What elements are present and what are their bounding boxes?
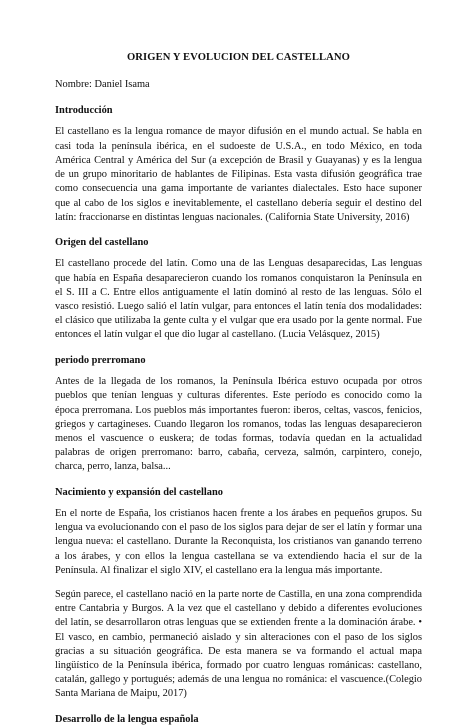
section-origen [55,237,422,343]
section-desarrollo [55,714,422,726]
paragraph: En el norte de España, los cristianos hacen frente a los árabes en pequeños grupos. Su lengua va evolucionando con el paso de los siglos para dejar de ser el latín y formar una lengua nueva: el castellano. Durante la Reconquista, los cristianos van ganando terreno a los árabes, y con ellos la lengua castellana se va extendiendo hacia el sur de la Península. Al finalizar el siglo XIV, el castellano era la lengua más importante. [55,508,422,576]
section-heading: Introducción [55,105,113,116]
paragraph: Según parece, el castellano nació en la parte norte de Castilla, en una zona comprendida entre Cantabria y Burgos. A la vez que el castellano y debido a diferentes evoluciones del latín, se desarrollaron otras lenguas que se extienden frente a la dominación árabe. • El vasco, en cambio, permaneció aislado y sin alteraciones con el paso de los siglos gracias a su situación geográfica. De esta manera se va formando el actual mapa lingüístico de la Península ibérica, formado por cuatro lenguas románicas: castellano, catalán, gallego y portugués; además de una lengua no románica: el vascuence.(Colegio Santa Mariana de Maipu, 2017) [55,589,422,700]
section-introduccion [55,105,422,225]
section-prerromano [55,355,422,475]
section-heading: Nacimiento y expansión del castellano [55,486,223,498]
section-heading: Origen del castellano [55,236,149,248]
page-title: ORIGEN Y EVOLUCION DEL CASTELLANO [126,52,351,63]
section-heading: periodo prerromano [55,354,146,366]
paragraph: Antes de la llegada de los romanos, la Península Ibérica estuvo ocupada por otros pueblos que tenían lenguas y culturas diferentes. Este período es conocido como la época prerromana. Los pueblos más importantes fueron: iberos, celtas, vascos, fenicios, griegos y cartagineses. Cuando llegaron los romanos, todas las lenguas desaparecieron menos el vascuence o euskera; de todas formas, todavía quedan en la actualidad palabras de origen prerromano: barro, cabaña, cerveza, salmón, carpintero, conejo, charca, perro, lanza, balsa... [55,376,422,473]
section-nacimiento [55,487,422,702]
section-heading: Desarrollo de la lengua española [55,713,199,725]
paragraph: El castellano procede del latín. Como una de las Lenguas desaparecidas, Las lenguas que había en España desaparecieron cuando los romanos conquistaron la Península en el S. III a C. Entre ellos antiguamente el latín dominó al resto de las lenguas. Sólo el vasco resistió. Luego salió el latín vulgar, para entonces el latín tenía dos modalidades: el clásico que utilizaba la gente culta y el vulgar que era usado por la gente normal. Fue entonces el latín vulgar el que dio lugar al castellano. (Lucia Velásquez, 2015) [55,258,422,341]
paragraph: El castellano es la lengua romance de mayor difusión en el mundo actual. Se habla en casi toda la península ibérica, en el sudoeste de U.S.A., en todo México, en toda América Central y América del Sur (a excepción de Brasil y Guayanas) y es la lengua de un grupo minoritario de hablantes de Filipinas. Esta vasta difusión geográfica trae como consecuencia una gama importante de variantes dialectales. Esto hace suponer que al cabo de los siglos e inevitablemente, el castellano debería seguir el destino del latín: fraccionarse en distintas lenguas nacionales. (California State University, 2016) [55,126,422,223]
author-line: Nombre: Daniel Isama [55,79,150,90]
